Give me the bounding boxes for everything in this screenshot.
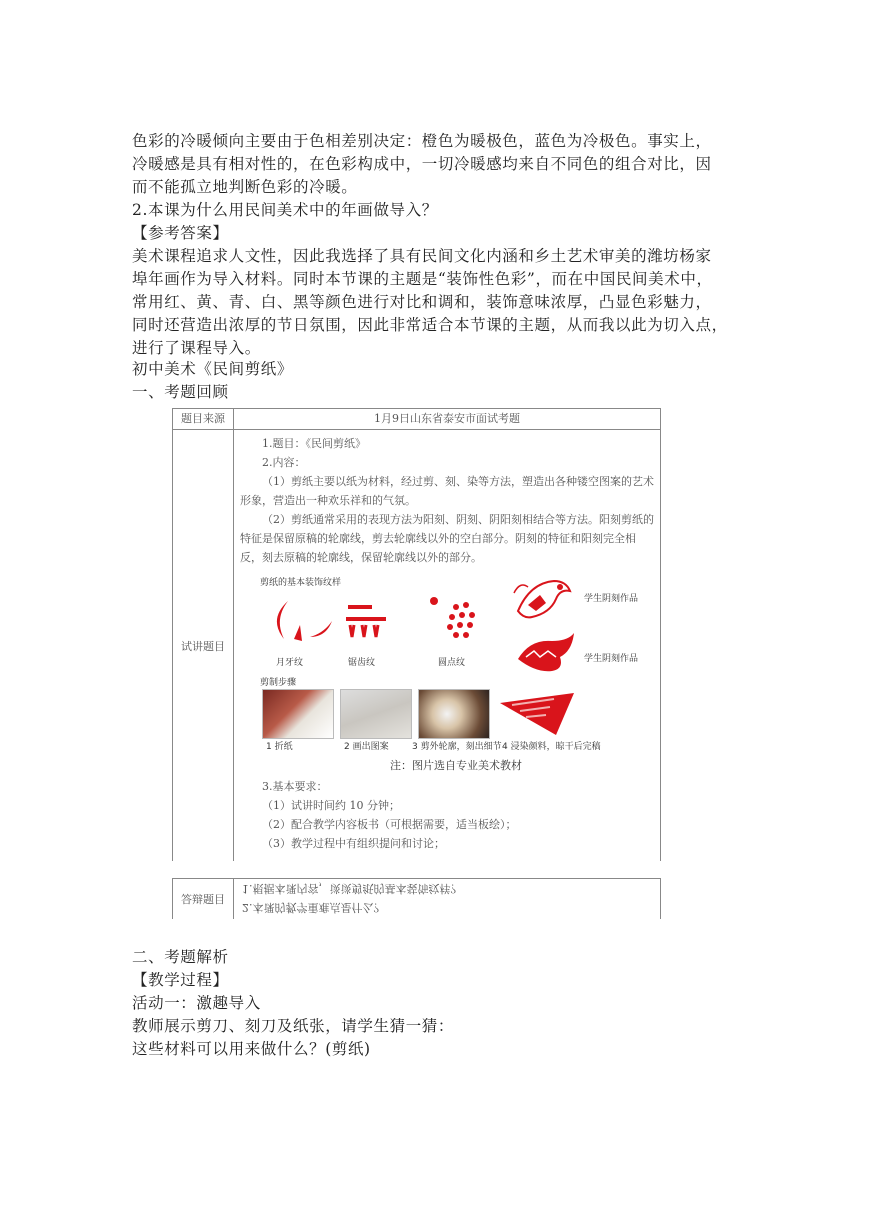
step-label: 3 剪外轮廓，刻出细节 (412, 742, 502, 752)
bird-papercut-1 (510, 573, 580, 625)
text-line: 而不能孤立地判断色彩的冷暖。 (132, 178, 358, 196)
zigzag-pattern (344, 603, 404, 643)
steps-title: 剪制步骤 (260, 678, 297, 688)
text-line: 这些材料可以用来做什么？(剪纸) (132, 1040, 371, 1058)
analysis-section (132, 946, 752, 1061)
table-content (234, 430, 660, 861)
crescent-pattern (266, 597, 336, 647)
answer-row (173, 879, 660, 919)
text-line: 美术课程追求人文性，因此我选择了具有民间文化内涵和乡土艺术审美的潍坊杨家 (132, 247, 712, 265)
section-1-heading: 一、考题回顾 (132, 383, 229, 401)
text-line: 同时还营造出浓厚的节日氛围，因此非常适合本节课的主题，从而我以此为切入点， (132, 316, 728, 334)
content-1: （1）剪纸主要以纸为材料，经过剪、刻、染等方法，塑造出各种镂空图案的艺术形象，营造出一种欢乐祥和的气氛。 (240, 475, 654, 507)
step-photo-draw (340, 689, 412, 739)
figure-note: 注：图片选自专业美术教材 (390, 759, 522, 772)
answer-row-label: 答辩题目 (173, 879, 234, 919)
step-photo-cut (418, 689, 490, 739)
table-header-row (173, 409, 660, 430)
text-line: 冷暖感是具有相对性的，在色彩构成中，一切冷暖感均来自不同色的组合对比，因 (132, 155, 712, 173)
pattern-label: 锯齿纹 (348, 658, 376, 668)
pattern-label: 圆点纹 (438, 658, 466, 668)
answer-table (172, 878, 661, 919)
process-label: 【教学过程】 (132, 971, 229, 989)
requirement: （3）教学过程中有组织提问和讨论； (262, 837, 445, 850)
item-1: 1.题目：《民间剪纸》 (262, 437, 366, 450)
source-label: 题目来源 (173, 409, 234, 429)
requirement: （1）试讲时间约 10 分钟； (262, 799, 400, 812)
text-line: 常用红、黄、青、白、黑等颜色进行对比和调和，装饰意味浓厚，凸显色彩魅力， (132, 293, 712, 311)
figure-title: 剪纸的基本装饰纹样 (260, 578, 342, 588)
step-label: 4 浸染颜料，晾干后完稿 (502, 742, 601, 752)
content-2: （2）剪纸通常采用的表现方法为阳刻、阴刻、阴阳刻相结合等方法。阳刻剪纸的特征是保留原稿的轮廓线，剪去轮廓线以外的空白部分。阴刻的特征和阳刻完全相反，刻去原稿的轮廓线，保留轮廓线以外的部分。 (240, 513, 654, 564)
item-2: 2.内容： (262, 456, 306, 469)
text-line: 教师展示剪刀、刻刀及纸张，请学生猜一猜： (132, 1017, 455, 1035)
section-title: 初中美术《民间剪纸》 (132, 360, 294, 378)
text-line: 进行了课程导入。 (132, 339, 261, 357)
section-header (132, 358, 752, 404)
item-3: 3.基本要求： (262, 780, 328, 793)
step-label: 2 画出图案 (344, 742, 389, 752)
answer-questions (234, 879, 660, 919)
answer-label: 【参考答案】 (132, 224, 229, 242)
table-body-row (173, 430, 660, 861)
student-work-label: 学生阴刻作品 (584, 654, 639, 664)
section-2-heading: 二、考题解析 (132, 948, 229, 966)
intro-paragraph (132, 130, 752, 360)
requirement: （2）配合教学内容板书（可根据需要，适当板绘）； (262, 818, 517, 831)
figure-area (240, 567, 654, 772)
source-value: 1月9日山东省泰安市面试考题 (374, 412, 520, 425)
exam-table (172, 408, 661, 861)
step-label: 1 折纸 (266, 742, 293, 752)
text-line: 色彩的冷暖倾向主要由于色相差别决定：橙色为暖极色，蓝色为冷极色。事实上， (132, 132, 712, 150)
dots-pattern (426, 593, 486, 643)
activity-heading: 活动一：激趣导入 (132, 994, 261, 1012)
step-photo-dye (496, 689, 580, 737)
step-photo-fold (262, 689, 334, 739)
answer-question: 1.根据本课内容，谈谈剪纸的基本装饰纹样？ (242, 882, 462, 895)
question-2: 2.本课为什么用民间美术中的年画做导入？ (132, 201, 438, 219)
row-label: 试讲题目 (173, 430, 234, 861)
student-work-label: 学生阴刻作品 (584, 594, 639, 604)
pattern-label: 月牙纹 (276, 658, 304, 668)
bird-papercut-2 (512, 629, 580, 675)
text-line: 埠年画作为导入材料。同时本节课的主题是“装饰性色彩”，而在中国民间美术中， (132, 270, 713, 288)
answer-question: 2.本课的教学重难点是什么？ (242, 901, 385, 914)
